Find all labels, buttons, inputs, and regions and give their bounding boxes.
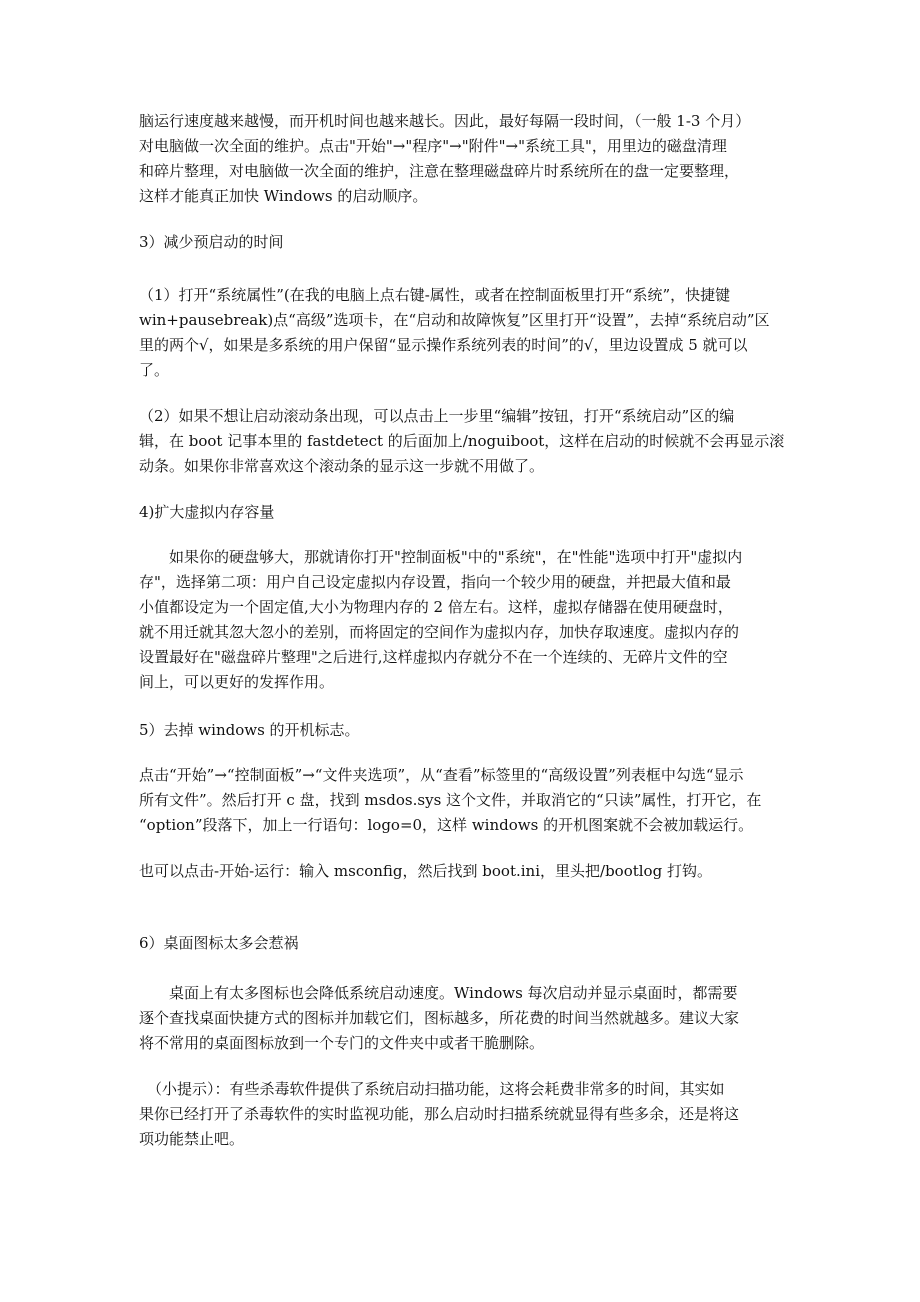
text-line: 所有文件”。然后打开 c 盘，找到 msdos.sys 这个文件，并取消它的“只读”属性，打开它，在 — [139, 791, 762, 809]
heading-4 — [139, 500, 784, 525]
paragraph-desktop-icons — [139, 981, 784, 1056]
section-heading: 5）去掉 windows 的开机标志。 — [139, 721, 360, 739]
text-line: 对电脑做一次全面的维护。点击"开始"→"程序"→"附件"→"系统工具"，用里边的磁盘清理 — [139, 137, 727, 155]
text-line: 辑，在 boot 记事本里的 fastdetect 的后面加上/noguiboot，这样在启动的时候就不会再显示滚 — [139, 432, 785, 450]
text-line: 如果你的硬盘够大，那就请你打开"控制面板"中的"系统"，在"性能"选项中打开"虚拟内 — [169, 548, 743, 566]
text-line: 这样才能真正加快 Windows 的启动顺序。 — [139, 187, 428, 205]
section-heading: 4)扩大虚拟内存容量 — [139, 503, 275, 521]
text-line: 将不常用的桌面图标放到一个专门的文件夹中或者干脆删除。 — [139, 1034, 545, 1052]
text-line: （1）打开“系统属性”(在我的电脑上点右键-属性，或者在控制面板里打开“系统”，快捷键 — [139, 286, 731, 304]
text-line: 项功能禁止吧。 — [139, 1130, 245, 1148]
section-heading: 3）减少预启动的时间 — [139, 233, 284, 251]
paragraph-system-properties — [139, 283, 784, 383]
text-line: 间上，可以更好的发挥作用。 — [139, 673, 335, 691]
paragraph-boot-edit — [139, 404, 784, 479]
text-line: 和碎片整理，对电脑做一次全面的维护，注意在整理磁盘碎片时系统所在的盘一定要整理， — [139, 162, 740, 180]
heading-5 — [139, 718, 784, 743]
heading-6 — [139, 931, 784, 956]
text-line: 里的两个√，如果是多系统的用户保留“显示操作系统列表的时间”的√，里边设置成 5 就可以 — [139, 336, 748, 354]
text-line: 逐个查找桌面快捷方式的图标并加载它们，图标越多，所花费的时间当然就越多。建议大家 — [139, 1009, 740, 1027]
heading-3 — [139, 230, 784, 255]
text-line: 小值都设定为一个固定值,大小为物理内存的 2 倍左右。这样，虚拟存储器在使用硬盘时， — [139, 598, 733, 616]
paragraph-boot-logo — [139, 763, 784, 838]
paragraph-virtual-memory — [139, 545, 784, 695]
text-line: 了。 — [139, 361, 170, 379]
text-line: 动条。如果你非常喜欢这个滚动条的显示这一步就不用做了。 — [139, 457, 545, 475]
text-line: 就不用迁就其忽大忽小的差别，而将固定的空间作为虚拟内存，加快存取速度。虚拟内存的 — [139, 623, 740, 641]
text-line: （2）如果不想让启动滚动条出现，可以点击上一步里“编辑”按钮，打开“系统启动”区的编 — [139, 407, 735, 425]
paragraph-tip — [139, 1077, 784, 1152]
text-line: 存"，选择第二项：用户自己设定虚拟内存设置，指向一个较少用的硬盘，并把最大值和最 — [139, 573, 731, 591]
paragraph-maintenance — [139, 109, 784, 209]
text-line: 设置最好在"磁盘碎片整理"之后进行,这样虚拟内存就分不在一个连续的、无碎片文件的空 — [139, 648, 728, 666]
text-line: win+pausebreak)点“高级”选项卡，在“启动和故障恢复”区里打开“设置”，去掉“系统启动”区 — [139, 311, 770, 329]
text-line: 也可以点击-开始-运行：输入 msconfig，然后找到 boot.ini，里头把/bootlog 打钩。 — [139, 862, 712, 880]
text-line: 果你已经打开了杀毒软件的实时监视功能，那么启动时扫描系统就显得有些多余，还是将这 — [139, 1105, 740, 1123]
text-line: “option”段落下，加上一行语句：logo=0，这样 windows 的开机图案就不会被加载运行。 — [139, 816, 754, 834]
text-line: 脑运行速度越来越慢，而开机时间也越来越长。因此，最好每隔一段时间，（一般 1-3 个月） — [139, 112, 751, 130]
text-line: 点击“开始”→“控制面板”→“文件夹选项”，从“查看”标签里的“高级设置”列表框中勾选“显示 — [139, 766, 744, 784]
paragraph-msconfig — [139, 859, 784, 884]
text-line: （小提示）：有些杀毒软件提供了系统启动扫描功能，这将会耗费非常多的时间，其实如 — [147, 1080, 725, 1098]
section-heading: 6）桌面图标太多会惹祸 — [139, 934, 299, 952]
text-line: 桌面上有太多图标也会降低系统启动速度。Windows 每次启动并显示桌面时，都需要 — [169, 984, 738, 1002]
